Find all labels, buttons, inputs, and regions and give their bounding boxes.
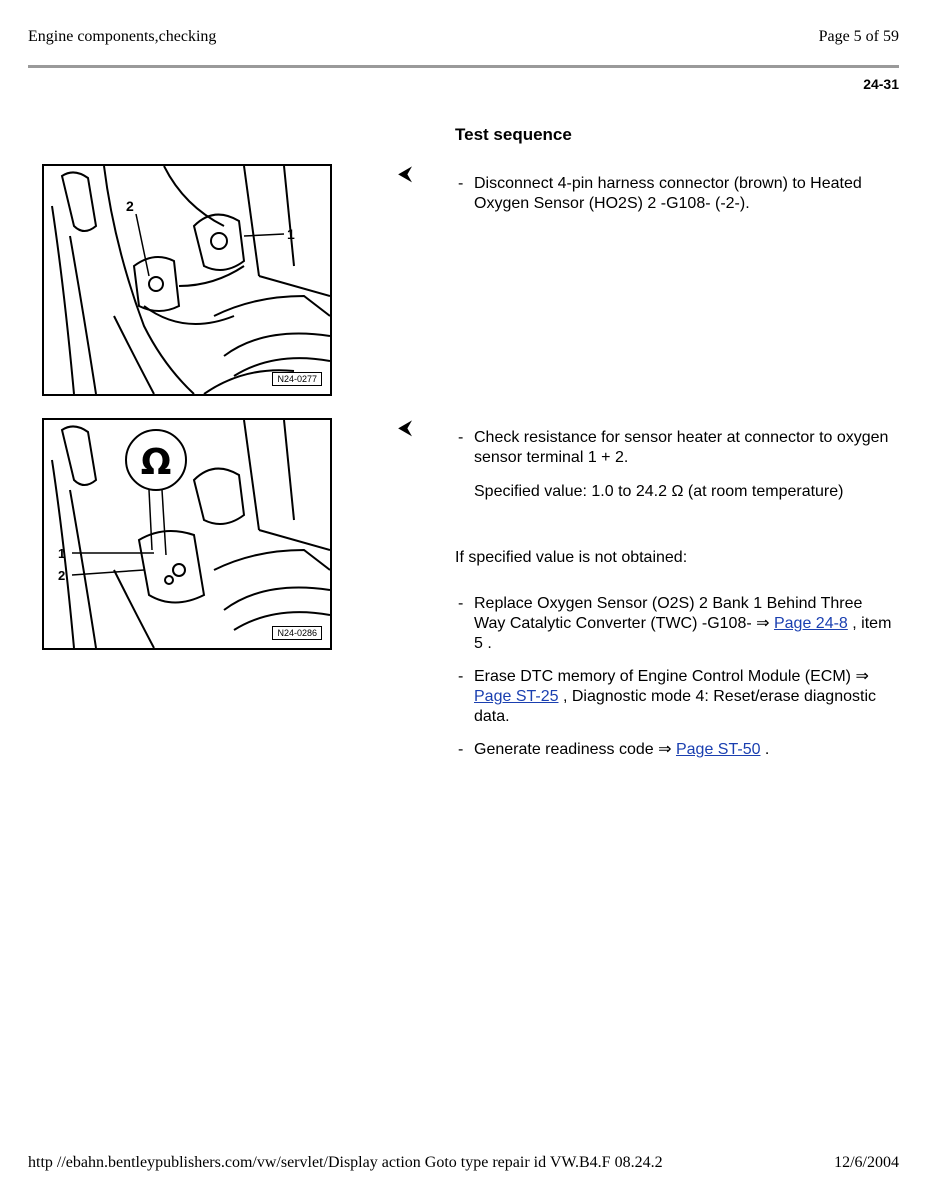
specified-value: Specified value: 1.0 to 24.2 Ω (at room temperature) bbox=[474, 483, 844, 500]
section-code: 24-31 bbox=[863, 76, 899, 92]
list-dash: - bbox=[458, 595, 464, 612]
callout-2: 2 bbox=[126, 198, 134, 214]
link-page-st-50[interactable]: Page ST-50 bbox=[675, 741, 761, 758]
footer-date: 12/6/2004 bbox=[834, 1154, 899, 1171]
section-title: Test sequence bbox=[455, 125, 572, 144]
figure-label: N24-0277 bbox=[272, 372, 322, 386]
step-check-resistance: - Check resistance for sensor heater at connector to oxygen sensor terminal 1 + 2. bbox=[458, 429, 889, 466]
document-title: Engine components,checking bbox=[28, 28, 217, 45]
step-disconnect: - Disconnect 4-pin harness connector (brown) to Heated Oxygen Sensor (HO2S) 2 -G108- (-2-). bbox=[458, 175, 862, 212]
link-page-24-8[interactable]: Page 24-8 bbox=[773, 615, 848, 632]
figure-harness-connector bbox=[42, 164, 332, 396]
step-generate-readiness: - Generate readiness code ⇒ Page ST-50 . bbox=[458, 741, 770, 758]
illustration-ohmmeter bbox=[44, 420, 330, 648]
list-dash: - bbox=[458, 668, 464, 685]
not-obtained-note: If specified value is not obtained: bbox=[455, 549, 688, 566]
figure-pointer-icon: ⮜ bbox=[398, 163, 413, 185]
step-replace-sensor: - Replace Oxygen Sensor (O2S) 2 Bank 1 Behind Three Way Catalytic Converter (TWC) -G108- ⇒ Page 24-8 , item 5 . bbox=[458, 595, 892, 652]
page-footer bbox=[28, 1154, 899, 1172]
illustration-connector bbox=[44, 166, 330, 394]
header-divider bbox=[28, 65, 899, 68]
figure-label: N24-0286 bbox=[272, 626, 322, 640]
callout-1: 1 bbox=[58, 546, 66, 561]
callout-2: 2 bbox=[58, 568, 66, 583]
list-dash: - bbox=[458, 741, 464, 758]
page-number: Page 5 of 59 bbox=[818, 28, 899, 45]
footer-url: http //ebahn.bentleypublishers.com/vw/servlet/Display action Goto type repair id VW.B4.F 08.24.2 bbox=[28, 1154, 663, 1171]
link-page-st-25[interactable]: Page ST-25 bbox=[474, 688, 559, 705]
list-dash: - bbox=[458, 175, 464, 192]
figure-resistance-check bbox=[42, 418, 332, 650]
figure-pointer-icon: ⮜ bbox=[398, 417, 413, 439]
callout-1: 1 bbox=[287, 226, 295, 242]
step-erase-dtc: - Erase DTC memory of Engine Control Module (ECM) ⇒ Page ST-25 , Diagnostic mode 4: Reset/erase diagnostic data. bbox=[458, 668, 876, 725]
list-dash: - bbox=[458, 429, 464, 446]
ohm-symbol: Ω bbox=[140, 442, 172, 483]
